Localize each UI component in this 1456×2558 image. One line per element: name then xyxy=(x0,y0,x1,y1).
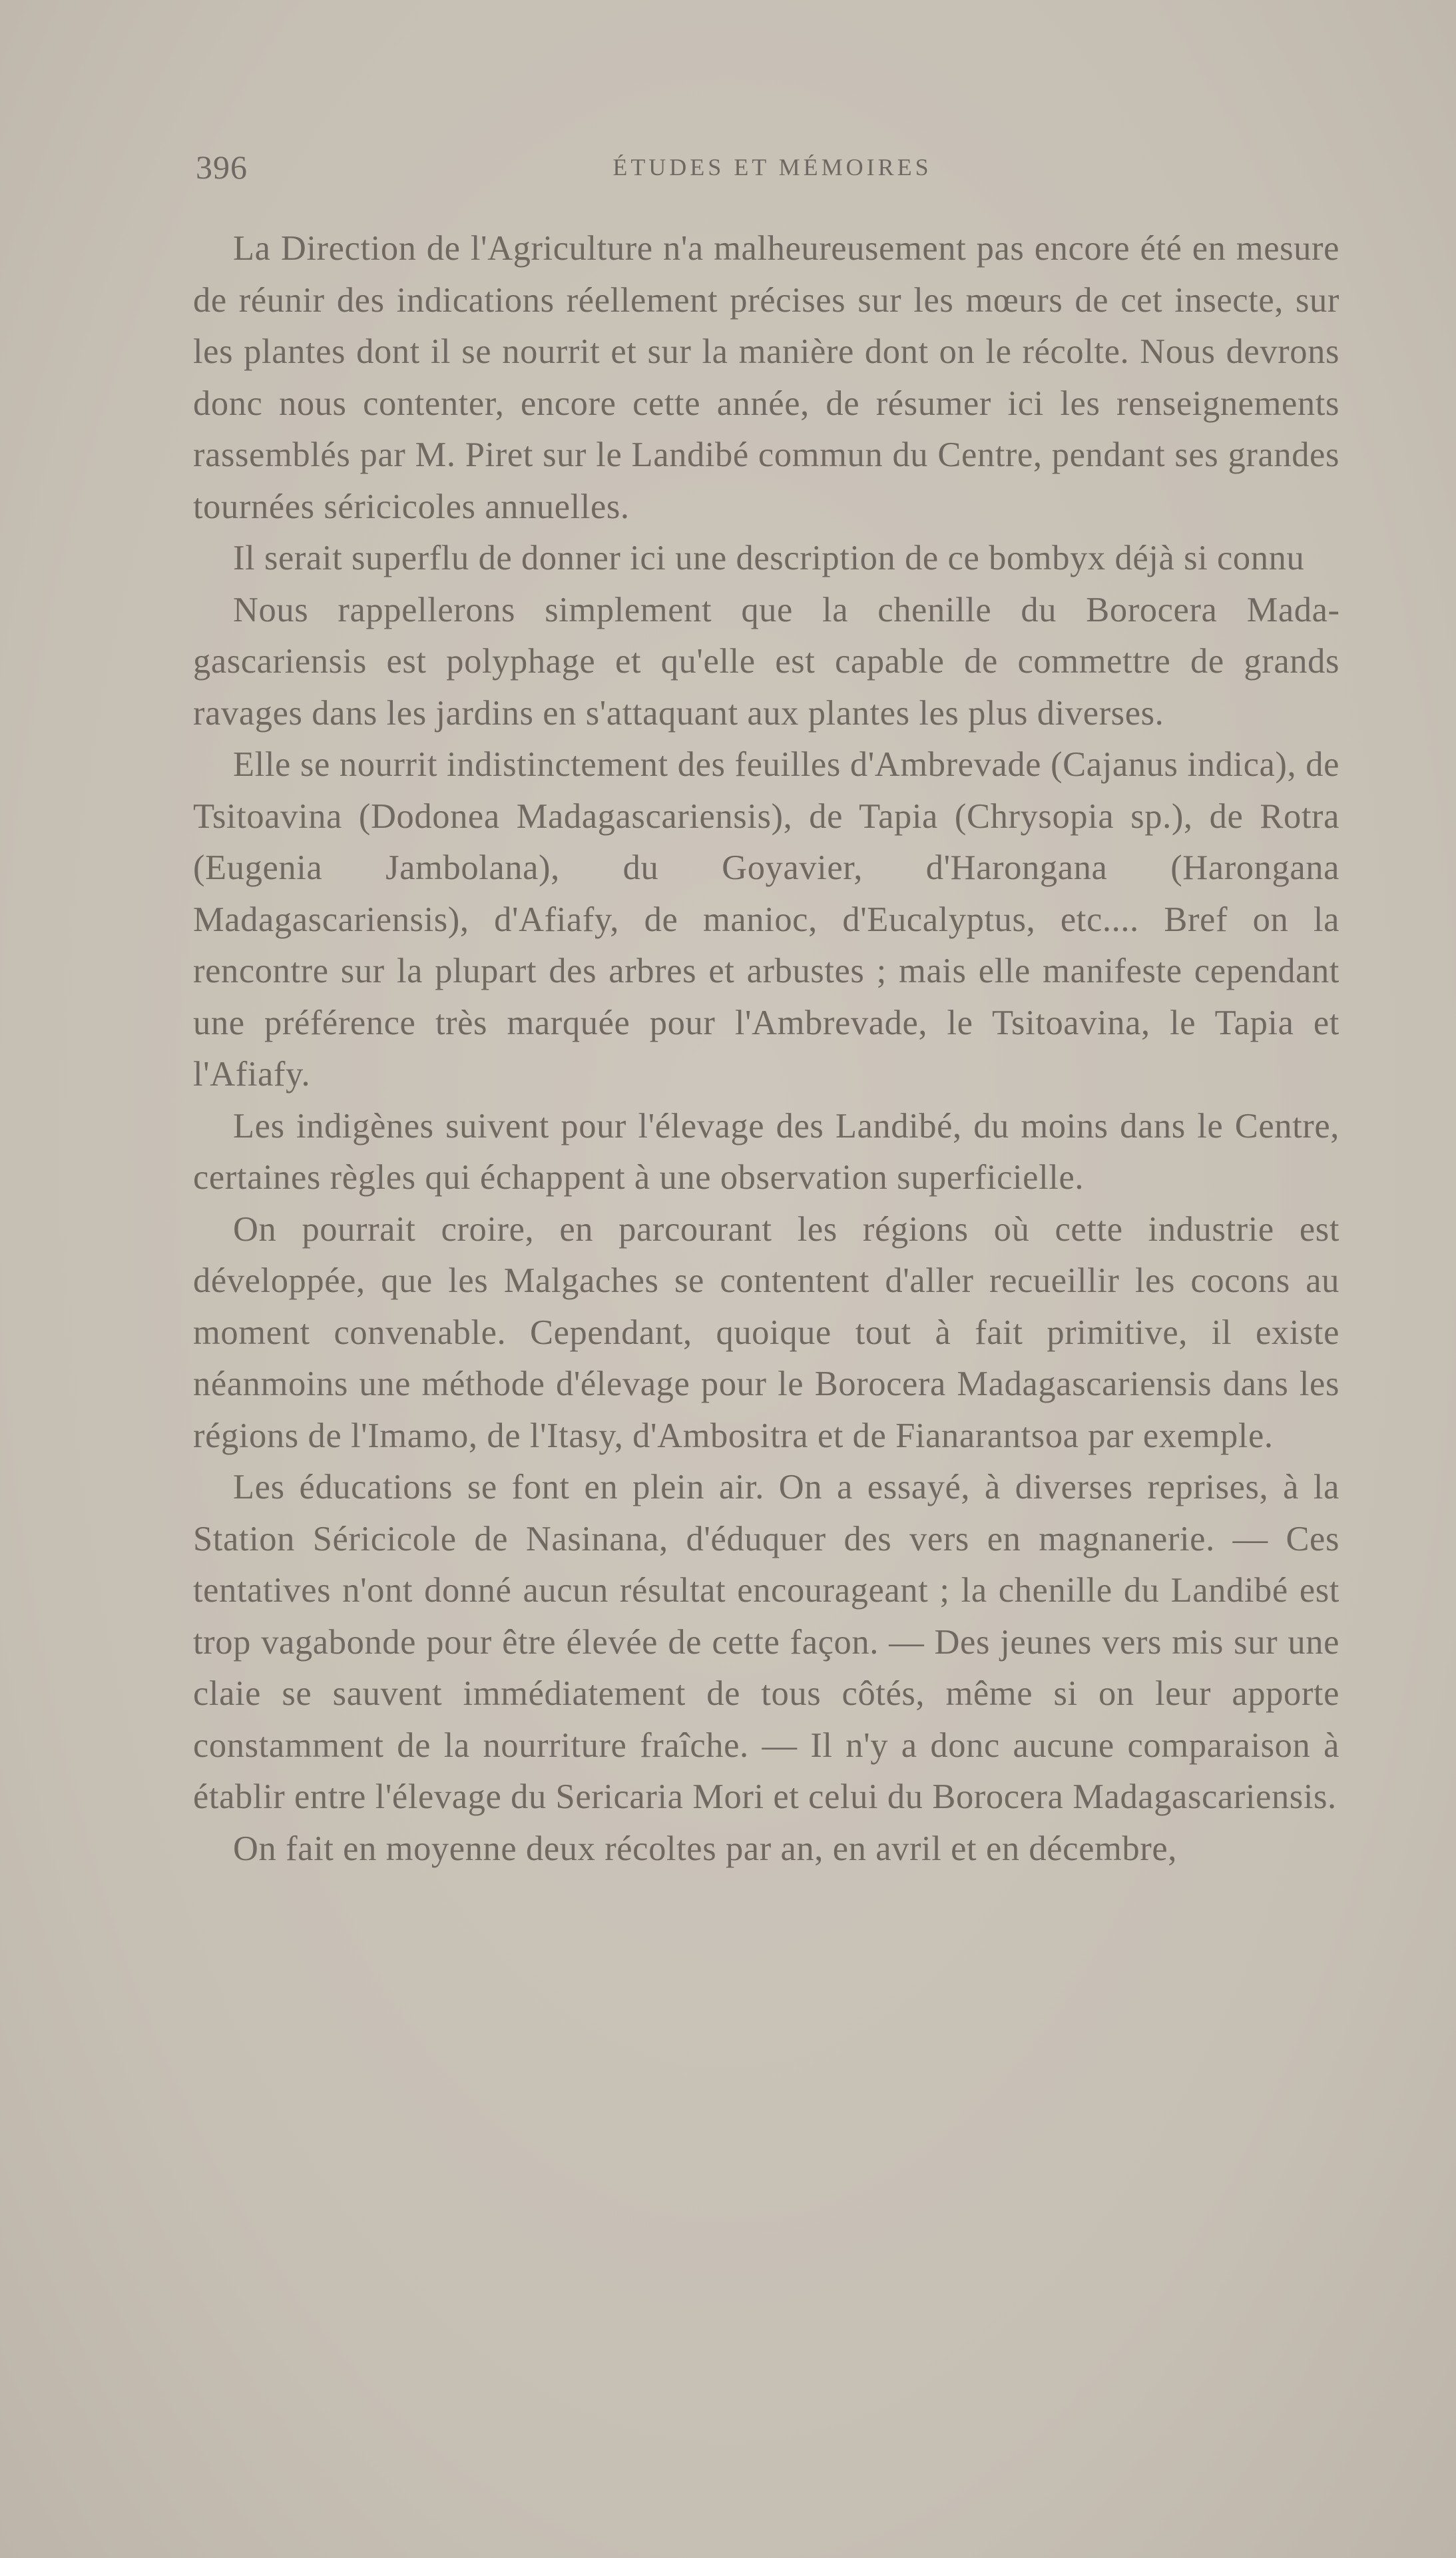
page-number: 396 xyxy=(196,149,248,186)
body-text xyxy=(193,223,1339,1875)
paragraph-8: On fait en moyenne deux récoltes par an, en avril et en décembre, xyxy=(233,1829,1177,1868)
paragraph-5: Les indigènes suivent pour l'élevage des Landibé, du moins dans le Centre, certaines règles qui échappent à une observation superficielle. xyxy=(193,1106,1339,1197)
paragraph-7: Les éducations se font en plein air. On a essayé, à diverses reprises, à la Station Séricicole de Nasinana, d'éduquer des vers en magnanerie. — Ces tentatives n'ont donné aucun résultat encourageant ; la chenille du Landibé est trop vagabonde pour être élevée de cette façon. — Des jeunes vers mis sur une claie se sauvent immédiatement de tous côtés, même si on leur apporte constamment de la nourriture fraîche. — Il n'y a donc aucune comparaison à établir entre l'élevage du Sericaria Mori et celui du Borocera Madagascariensis. xyxy=(193,1468,1339,1816)
paragraph-2: Il serait superflu de donner ici une description de ce bombyx déjà si connu xyxy=(233,539,1305,577)
paragraph-1: La Direction de l'Agriculture n'a malheureusement pas encore été en mesure de réunir des indications réellement précises sur les mœurs de cet insecte, sur les plantes dont il se nourrit et sur la manière dont on le récolte. Nous devrons donc nous contenter, encore cette année, de résumer ici les renseignements rassemblés par M. Piret sur le Landibé commun du Centre, pendant ses grandes tournées séricicoles annuelles. xyxy=(193,229,1339,526)
paragraph-4: Elle se nourrit indistinctement des feuilles d'Ambrevade (Cajanus indica), de Tsitoavina (Dodonea Madagascariensis), de Tapia (Chrysopia sp.), de Rotra (Eugenia Jambolana), du Goyavier, d'Harongana (Harongana Madagascariensis), d'Afiafy, de manioc, d'Eucalyptus, etc.... Bref on la rencontre sur la plupart des arbres et arbustes ; mais elle manifeste cependant une préférence très marquée pour l'Ambrevade, le Tsitoavina, le Tapia et l'Afiafy. xyxy=(193,745,1339,1094)
paragraph-3: Nous rappellerons simplement que la chenille du Borocera Madagascariensis est polyphage et qu'elle est capable de commettre de grands ravages dans les jardins en s'attaquant aux plantes les plus diverses. xyxy=(193,590,1339,733)
paragraph-6: On pourrait croire, en parcourant les régions où cette industrie est développée, que les Malgaches se contentent d'aller recueillir les cocons au moment convenable. Cependant, quoique tout à fait primitive, il existe néanmoins une méthode d'élevage pour le Borocera Madagascariensis dans les régions de l'Imamo, de l'Itasy, d'Ambositra et de Fianarantsoa par exemple. xyxy=(193,1209,1339,1455)
page-header xyxy=(193,148,1338,188)
running-head: ÉTUDES ET MÉMOIRES xyxy=(612,154,932,180)
